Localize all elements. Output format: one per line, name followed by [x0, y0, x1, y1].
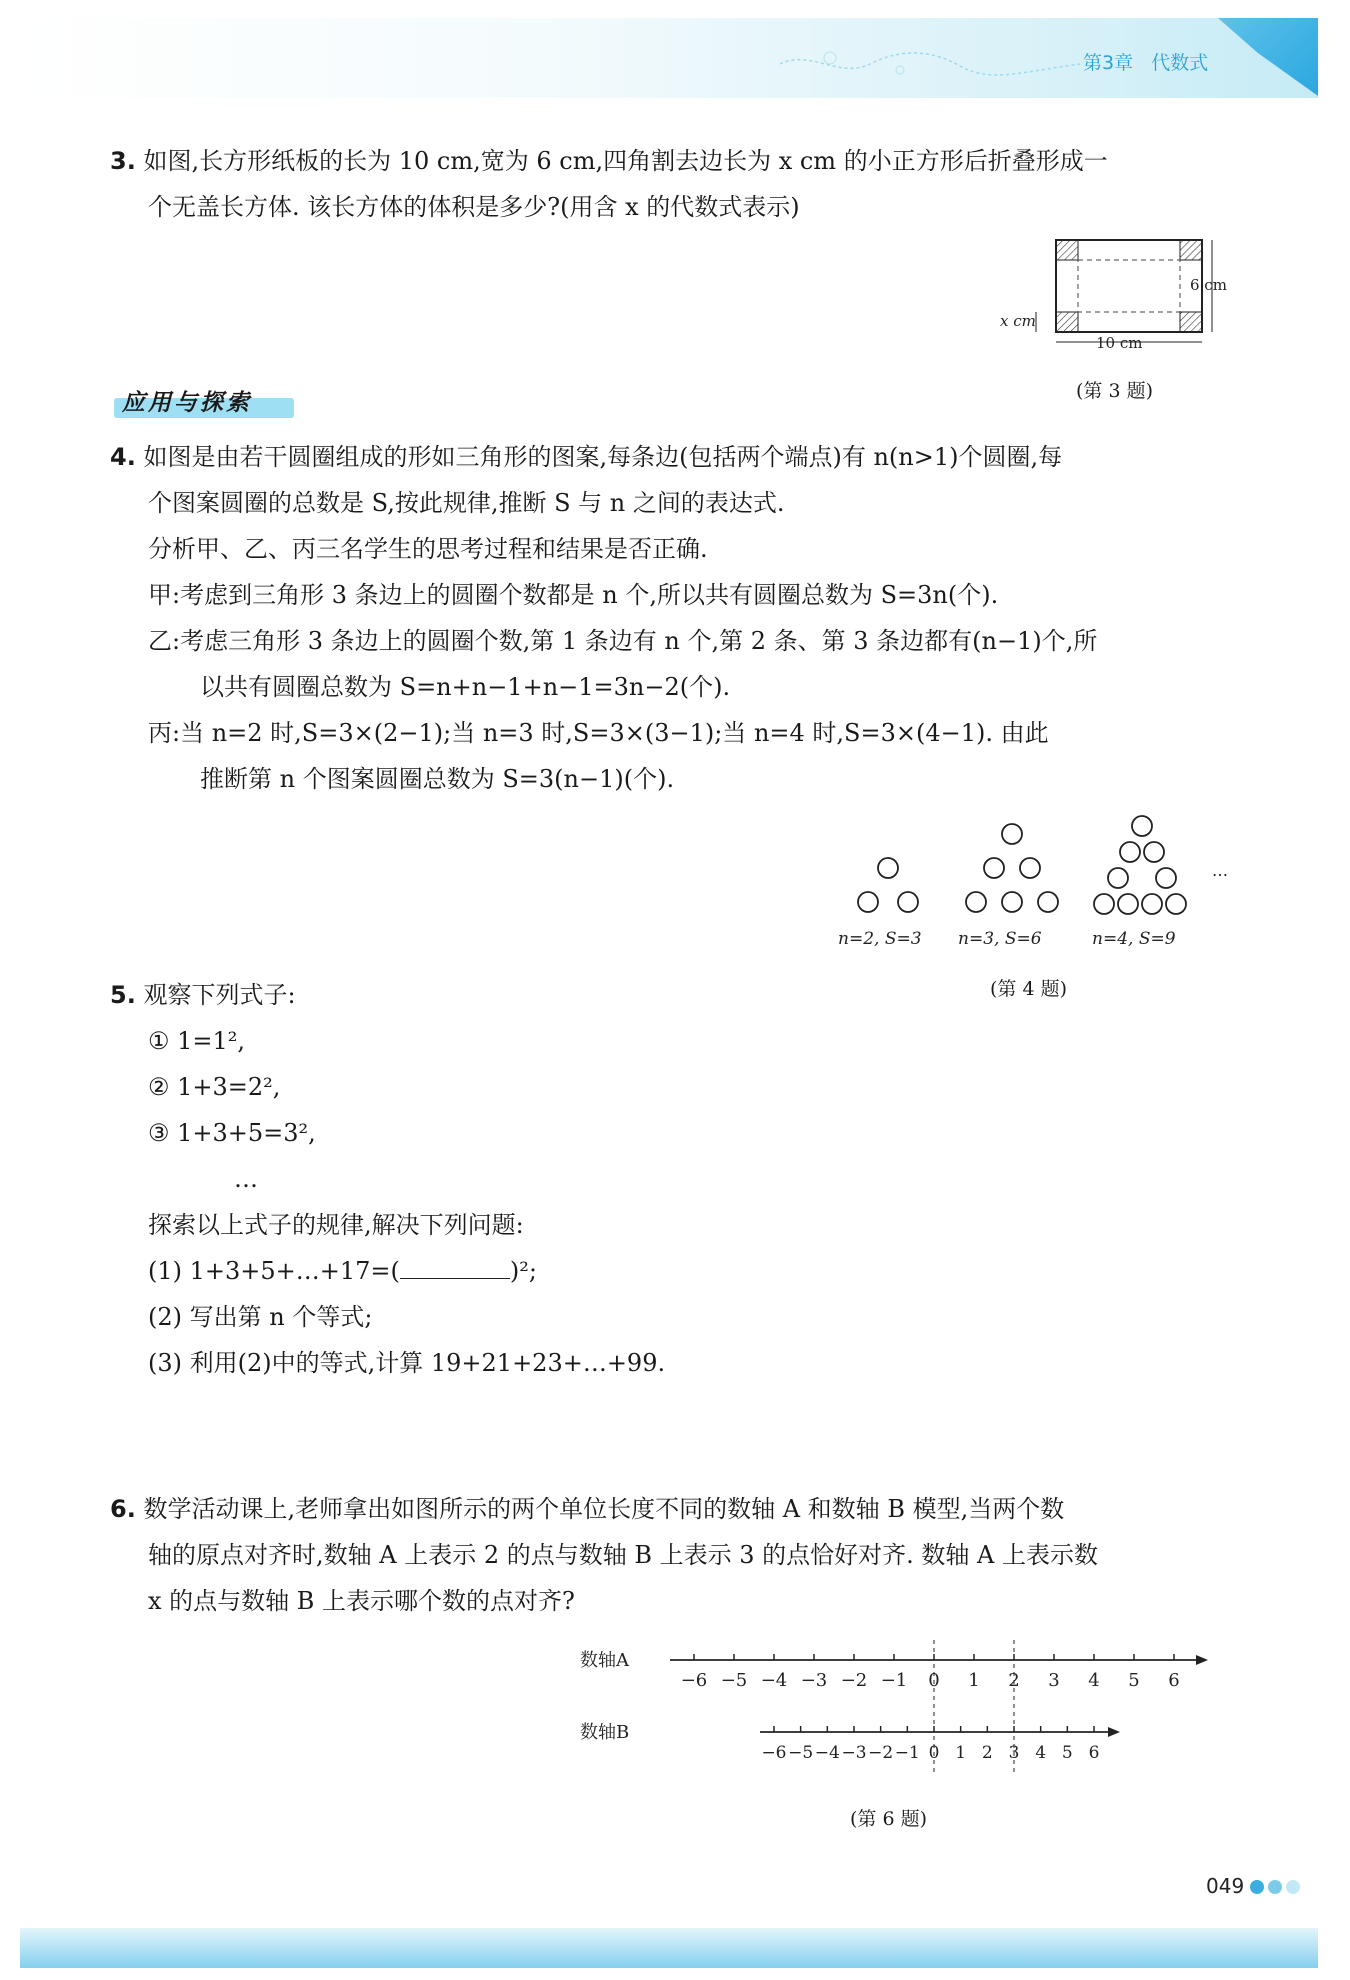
cut-length-label: x cm [1000, 312, 1036, 330]
pattern-label-n4: n=4, S=9 [1092, 929, 1176, 949]
question-text-line: x 的点与数轴 B 上表示哪个数的点对齐? [148, 1587, 575, 1615]
axis-b-tick-label: −3 [841, 1743, 867, 1763]
axis-b-tick-label: 0 [928, 1743, 940, 1763]
q4-circle-pattern-figure [838, 812, 1238, 952]
page-dot-decoration [1268, 1880, 1282, 1894]
axis-b-tick-label: −1 [894, 1743, 920, 1763]
axis-b-tick-label: 5 [1061, 1743, 1073, 1763]
axis-a-tick-label: −6 [680, 1670, 708, 1691]
question-text-line: 数学活动课上,老师拿出如图所示的两个单位长度不同的数轴 A 和数轴 B 模型,当两个数 [143, 1495, 1065, 1523]
question-6 [110, 1486, 1098, 1624]
sub-question-1-text: (1) 1+3+5+…+17=( [148, 1257, 400, 1285]
equation-3: ③ 1+3+5=3², [148, 1119, 316, 1147]
pattern-label-n3: n=3, S=6 [958, 929, 1042, 949]
question-text-line: 个无盖长方体. 该长方体的体积是多少?(用含 x 的代数式表示) [148, 193, 800, 221]
axis-b-tick-label: −5 [788, 1743, 814, 1763]
axis-a-label: 数轴A [580, 1650, 629, 1671]
axis-b-arrow [1108, 1727, 1120, 1737]
axis-a-tick-label: −4 [760, 1670, 788, 1691]
student-jia-text: 甲:考虑到三角形 3 条边上的圆圈个数都是 n 个,所以共有圆圈总数为 S=3n(个). [148, 581, 999, 609]
chapter-header [1083, 48, 1208, 75]
axis-a-tick-label: 1 [968, 1670, 980, 1691]
axis-b-tick-label: −6 [761, 1743, 787, 1763]
question-text-line: 轴的原点对齐时,数轴 A 上表示 2 的点与数轴 B 上表示 3 的点恰好对齐. 数轴 A 上表示数 [148, 1541, 1099, 1569]
height-label: 6 cm [1190, 276, 1227, 294]
axis-a-tick-label: −1 [880, 1670, 908, 1691]
axis-b-tick-label: −2 [868, 1743, 894, 1763]
question-number: 6. [110, 1495, 136, 1523]
question-number: 4. [110, 443, 136, 471]
axis-b-tick-label: 2 [981, 1743, 993, 1763]
student-yi-text: 乙:考虑三角形 3 条边上的圆圈个数,第 1 条边有 n 个,第 2 条、第 3 条边都有(n−1)个,所 [148, 627, 1098, 655]
width-label: 10 cm [1096, 334, 1143, 352]
axis-a-tick-label: −3 [800, 1670, 828, 1691]
question-4 [110, 434, 1097, 802]
section-heading-text: 应用与探索 [122, 390, 252, 416]
pattern-label-n2: n=2, S=3 [838, 929, 922, 949]
axis-a-tick-label: 5 [1128, 1670, 1140, 1691]
sub-question-1-suffix: )²; [509, 1257, 537, 1285]
q3-caption: (第 3 题) [1076, 380, 1153, 402]
axis-a-tick-label: −5 [720, 1670, 748, 1691]
axis-b-tick-label: 6 [1088, 1743, 1100, 1763]
question-text-line: 个图案圆圈的总数是 S,按此规律,推断 S 与 n 之间的表达式. [148, 489, 785, 517]
pattern-continues-ellipsis: … [1212, 861, 1228, 880]
student-bing-text: 推断第 n 个图案圆圈总数为 S=3(n−1)(个). [200, 765, 675, 793]
page-number: 049 [1206, 1874, 1245, 1898]
question-text-line: 探索以上式子的规律,解决下列问题: [148, 1211, 524, 1239]
section-heading [114, 384, 294, 420]
axis-a-arrow [1196, 1655, 1208, 1665]
axis-a-tick-label: 4 [1088, 1670, 1100, 1691]
question-text-line: 分析甲、乙、丙三名学生的思考过程和结果是否正确. [148, 535, 708, 563]
axis-b-tick-label: 4 [1035, 1743, 1047, 1763]
question-text-line: 如图,长方形纸板的长为 10 cm,宽为 6 cm,四角割去边长为 x cm 的小正方形后折叠形成一 [143, 147, 1108, 175]
q3-figure-rectangle [1000, 232, 1240, 352]
header-wave-decoration [780, 44, 1080, 84]
axis-b-tick-label: −4 [814, 1743, 840, 1763]
axis-a-tick-label: 2 [1008, 1670, 1020, 1691]
sub-question-2: (2) 写出第 n 个等式; [148, 1303, 373, 1331]
equation-continuation-dots: … [234, 1165, 258, 1193]
student-yi-text: 以共有圆圈总数为 S=n+n−1+n−1=3n−2(个). [200, 673, 731, 701]
question-text-line: 观察下列式子: [143, 981, 296, 1009]
question-number: 3. [110, 147, 136, 175]
equation-1: ① 1=1², [148, 1027, 246, 1055]
q4-caption: (第 4 题) [990, 978, 1067, 1000]
q6-caption: (第 6 题) [850, 1808, 927, 1830]
question-number: 5. [110, 981, 136, 1009]
student-bing-text: 丙:当 n=2 时,S=3×(2−1);当 n=3 时,S=3×(3−1);当 n=4 时,S=3×(4−1). 由此 [148, 719, 1049, 747]
axis-a-tick-label: 0 [928, 1670, 940, 1691]
sub-question-1 [110, 1257, 537, 1285]
page-dot-decoration [1286, 1880, 1300, 1894]
page-dot-decoration [1250, 1880, 1264, 1894]
q6-number-lines-figure [580, 1640, 1220, 1780]
axis-b-tick-label: 1 [955, 1743, 967, 1763]
question-5 [110, 972, 665, 1386]
question-3 [110, 138, 1108, 230]
chapter-title: 代数式 [1151, 52, 1209, 74]
axis-a-tick-label: 3 [1048, 1670, 1060, 1691]
axis-a-tick-label: −2 [840, 1670, 868, 1691]
equation-2: ② 1+3=2², [148, 1073, 281, 1101]
axis-a-tick-label: 6 [1168, 1670, 1180, 1691]
axis-b-label: 数轴B [580, 1722, 630, 1743]
question-text-line: 如图是由若干圆圈组成的形如三角形的图案,每条边(包括两个端点)有 n(n>1)个圆圈,每 [143, 443, 1063, 471]
footer-band [20, 1928, 1318, 1968]
chapter-number: 第3章 [1083, 52, 1134, 74]
answer-blank[interactable] [400, 1256, 510, 1279]
axis-b-tick-label: 3 [1008, 1743, 1020, 1763]
sub-question-3: (3) 利用(2)中的等式,计算 19+21+23+…+99. [148, 1349, 666, 1377]
